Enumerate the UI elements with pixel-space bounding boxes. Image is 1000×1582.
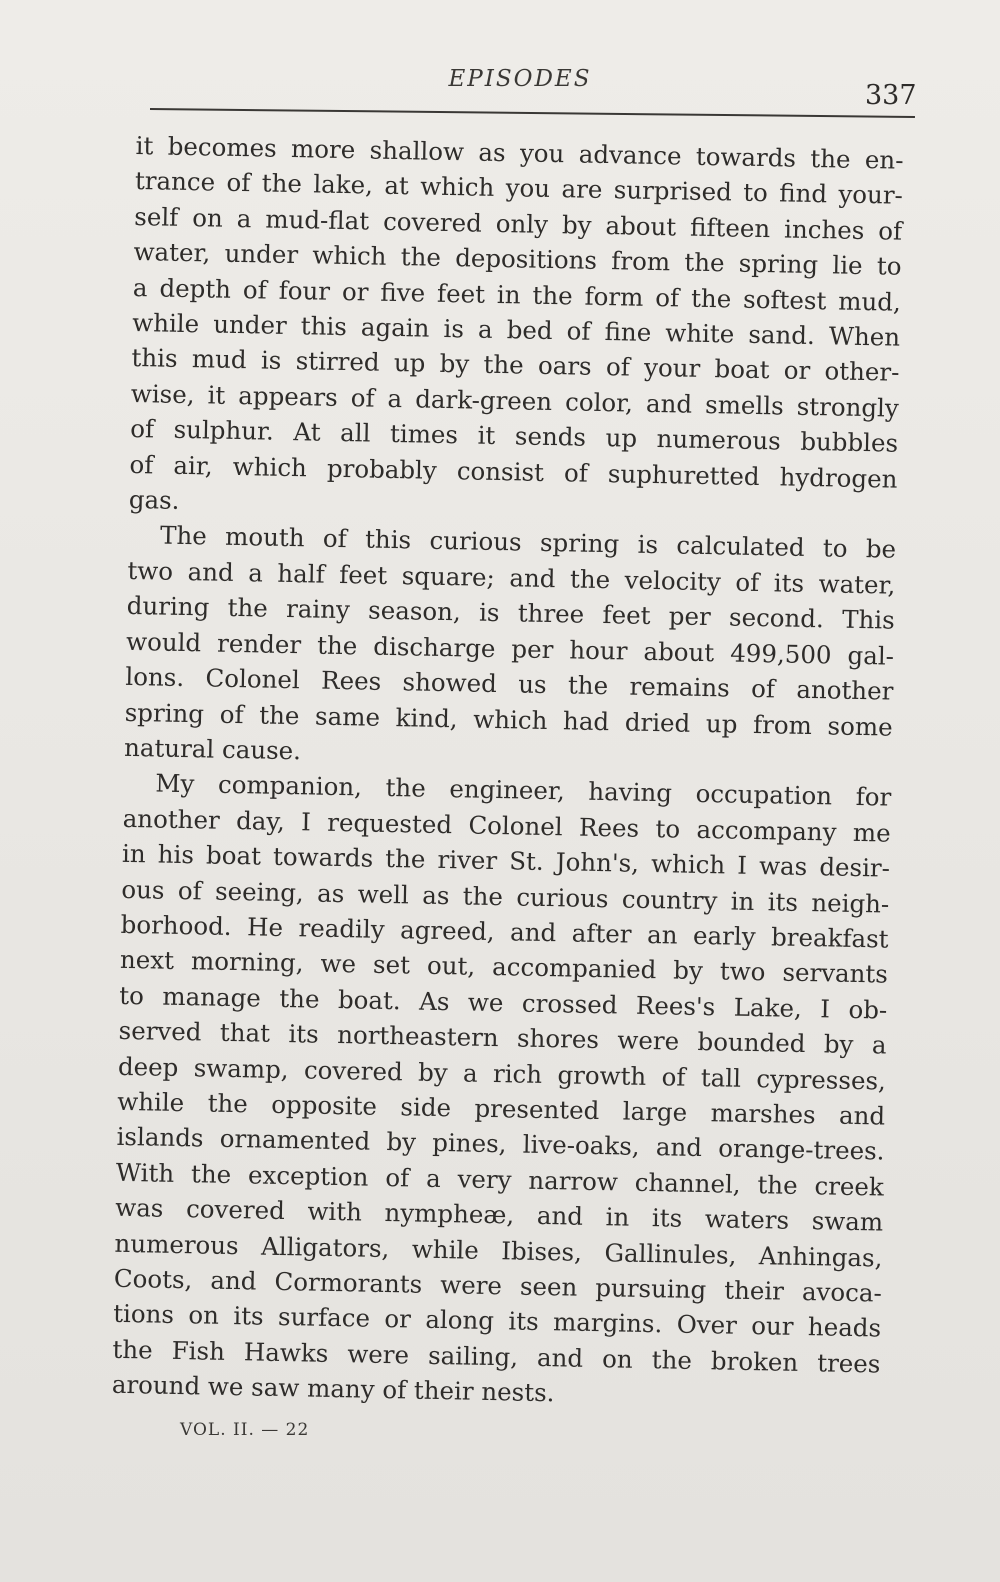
- text-line: during the rainy season, is three feet per second. This: [126, 591, 895, 635]
- header-rule: [150, 108, 915, 118]
- text-line: the Fish Hawks were sailing, and on the broken trees: [112, 1334, 881, 1379]
- text-line: this mud is stirred up by the oars of your boat or other-: [131, 343, 900, 388]
- signature-mark: VOL. II. — 22: [180, 1420, 310, 1440]
- text-line: wise, it appears of a dark-green color, and smells strongly: [130, 378, 900, 423]
- paragraph: [124, 517, 897, 780]
- text-line: of air, which probably consist of suphuretted hydrogen: [129, 449, 898, 494]
- text-line: while the opposite side presented large marshes and: [117, 1086, 886, 1131]
- text-line: natural cause.: [123, 732, 302, 766]
- body-text: [112, 128, 904, 1417]
- text-line: gas.: [128, 484, 180, 515]
- text-line: another day, I requested Colonel Rees to accompany me: [122, 803, 891, 848]
- paragraph: [112, 765, 892, 1417]
- text-line: borhood. He readily agreed, and after an early breakfast: [120, 909, 889, 954]
- text-line: it becomes more shallow as you advance towards the en-: [135, 130, 904, 175]
- text-line: next morning, we set out, accompanied by two servants: [119, 945, 889, 989]
- text-line: numerous Alligators, while Ibises, Gallinules, Anhingas,: [114, 1228, 883, 1273]
- text-line: ous of seeing, as well as the curious country in its neigh-: [121, 874, 890, 919]
- text-line: around we saw many of their nests.: [111, 1369, 555, 1408]
- text-line: would render the discharge per hour about 499,500 gal-: [125, 626, 895, 671]
- text-line: lons. Colonel Rees showed us the remains of another: [125, 661, 894, 706]
- page-number: 337: [865, 80, 917, 111]
- text-line: The mouth of this curious spring is calculated to be: [159, 521, 897, 565]
- text-line: spring of the same kind, which had dried up from some: [124, 697, 893, 742]
- running-title: EPISODES: [448, 66, 592, 92]
- text-line: self on a mud-flat covered only by about fifteen inches of: [134, 201, 903, 246]
- text-line: Coots, and Cormorants were seen pursuing their avoca-: [113, 1263, 883, 1308]
- text-line: to manage the boat. As we crossed Rees's Lake, I ob-: [119, 980, 888, 1025]
- text-line: islands ornamented by pines, live-oaks, and orange-trees.: [116, 1122, 885, 1166]
- text-line: water, under which the depositions from the spring lie to: [133, 237, 902, 281]
- text-line: trance of the lake, at which you are surprised to find your-: [134, 166, 904, 211]
- text-line: tions on its surface or along its margins. Over our heads: [112, 1299, 882, 1343]
- text-line: in his boat towards the river St. John's, which I was desir-: [121, 838, 891, 883]
- text-line: was covered with nympheæ, and in its waters swam: [114, 1192, 884, 1237]
- text-line: My companion, the engineer, having occupation for: [155, 768, 892, 812]
- text-line: two and a half feet square; and the velocity of its water,: [127, 555, 896, 600]
- text-line: deep swamp, covered by a rich growth of tall cypresses,: [117, 1051, 887, 1096]
- text-line: while under this again is a bed of fine white sand. When: [131, 307, 901, 352]
- paragraph: [129, 128, 904, 532]
- text-line: a depth of four or five feet in the form of the softest mud,: [132, 272, 902, 317]
- text-line: served that its northeastern shores were bounded by a: [118, 1015, 887, 1060]
- text-line: With the exception of a very narrow channel, the creek: [115, 1157, 885, 1202]
- text-line: of sulphur. At all times it sends up numerous bubbles: [129, 414, 899, 458]
